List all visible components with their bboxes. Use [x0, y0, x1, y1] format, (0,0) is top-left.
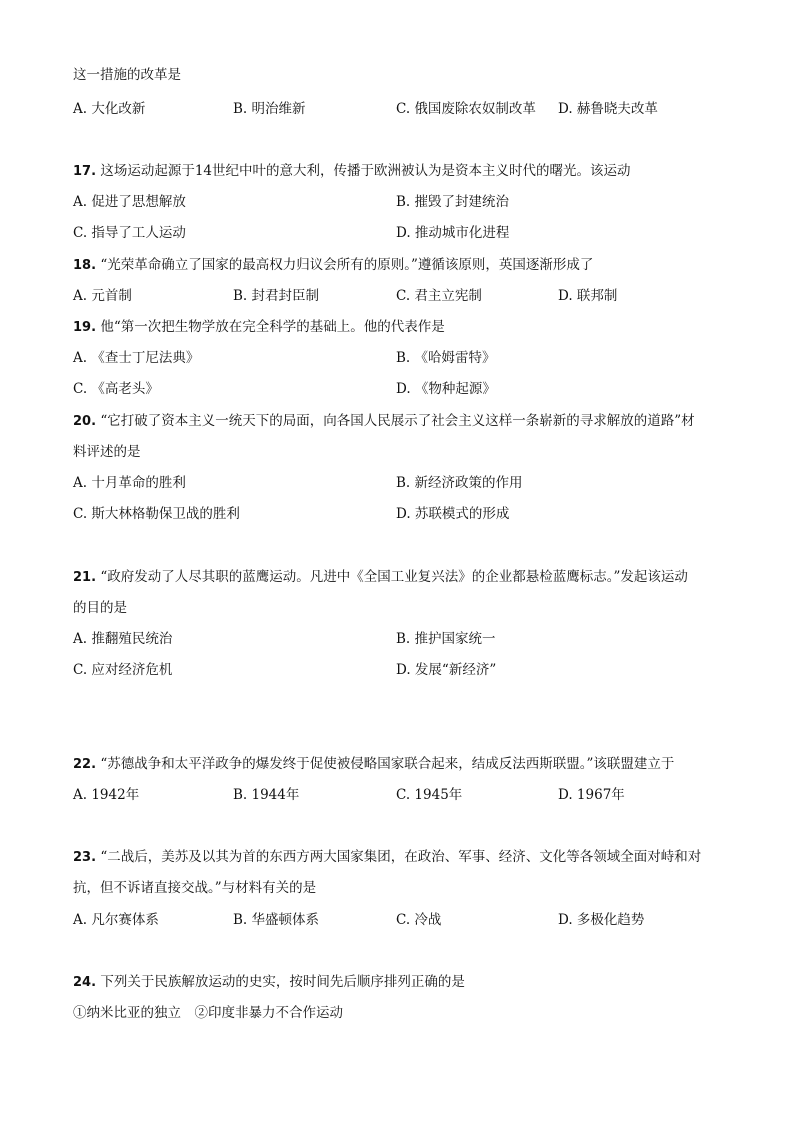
q22-option-c: C. 1945年 [396, 787, 463, 803]
question-18 [73, 256, 593, 275]
q20-option-c: C. 斯大林格勒保卫战的胜利 [73, 506, 240, 522]
question-stem: 下列关于民族解放运动的史实，按时间先后顺序排列正确的是 [100, 974, 465, 990]
question-24 [73, 973, 465, 992]
question-number: 24. [73, 975, 97, 990]
question-22 [73, 755, 674, 774]
question-stem: “苏德战争和太平洋政争的爆发终于促使被侵略国家联合起来，结成反法西斯联盟。”该联盟建立于 [100, 756, 675, 772]
q17-option-c: C. 指导了工人运动 [73, 225, 186, 241]
question-24-items: ①纳米比亚的独立 ②印度非暴力不合作运动 [73, 1005, 343, 1021]
q23-option-a: A. 凡尔赛体系 [73, 912, 159, 928]
question-stem: “二战后，美苏及以其为首的东西方两大国家集团，在政治、军事、经济、文化等各领域全面对峙和对 [100, 849, 702, 865]
q18-option-d: D. 联邦制 [558, 288, 618, 304]
question-20-stem-continued: 料评述的是 [73, 444, 141, 460]
question-16-stem-tail: 这一措施的改革是 [73, 67, 181, 83]
question-17 [73, 162, 631, 181]
q18-option-c: C. 君主立宪制 [396, 288, 482, 304]
q19-option-b: B. 《哈姆雷特》 [396, 350, 496, 366]
q22-option-b: B. 1944年 [233, 787, 300, 803]
q19-option-c: C. 《高老头》 [73, 381, 159, 397]
q21-option-d: D. 发展“新经济” [396, 662, 497, 678]
q17-option-b: B. 摧毁了封建统治 [396, 194, 510, 210]
question-23 [73, 848, 701, 867]
question-21-stem-continued: 的目的是 [73, 600, 127, 616]
q21-option-c: C. 应对经济危机 [73, 662, 173, 678]
q23-option-c: C. 冷战 [396, 912, 442, 928]
q16-option-c: C. 俄国废除农奴制改革 [396, 101, 536, 117]
q17-option-a: A. 促进了思想解放 [73, 194, 186, 210]
q23-option-b: B. 华盛顿体系 [233, 912, 320, 928]
q23-option-d: D. 多极化趋势 [558, 912, 645, 928]
question-number: 21. [73, 570, 97, 585]
q19-option-d: D. 《物种起源》 [396, 381, 496, 397]
question-number: 20. [73, 414, 97, 429]
q16-option-a: A. 大化改新 [73, 101, 146, 117]
question-21 [73, 568, 688, 587]
question-20 [73, 412, 695, 431]
q17-option-d: D. 推动城市化进程 [396, 225, 510, 241]
q21-option-a: A. 推翻殖民统治 [73, 631, 173, 647]
question-23-stem-continued: 抗，但不诉诸直接交战。”与材料有关的是 [73, 880, 317, 896]
q20-option-d: D. 苏联模式的形成 [396, 506, 510, 522]
q20-option-b: B. 新经济政策的作用 [396, 475, 523, 491]
q22-option-d: D. 1967年 [558, 787, 625, 803]
question-number: 19. [73, 320, 97, 335]
question-number: 23. [73, 850, 97, 865]
q19-option-a: A. 《查士丁尼法典》 [73, 350, 200, 366]
question-number: 17. [73, 164, 97, 179]
question-stem: 他“第一次把生物学放在完全科学的基础上。他的代表作是 [100, 319, 445, 335]
question-stem: “它打破了资本主义一统天下的局面，向各国人民展示了社会主义这样一条崭新的寻求解放的道路”材 [100, 413, 695, 429]
q22-option-a: A. 1942年 [73, 787, 140, 803]
q18-option-a: A. 元首制 [73, 288, 132, 304]
question-stem: 这场运动起源于14世纪中叶的意大利，传播于欧洲被认为是资本主义时代的曙光。该运动 [100, 163, 631, 179]
question-number: 18. [73, 258, 97, 273]
question-number: 22. [73, 757, 97, 772]
q21-option-b: B. 推护国家统一 [396, 631, 496, 647]
question-stem: “光荣革命确立了国家的最高权力归议会所有的原则。”遵循该原则，英国逐渐形成了 [100, 257, 594, 273]
q16-option-d: D. 赫鲁晓夫改革 [558, 101, 658, 117]
q20-option-a: A. 十月革命的胜利 [73, 475, 186, 491]
question-19 [73, 318, 445, 337]
question-stem: “政府发动了人尽其职的蓝鹰运动。凡进中《全国工业复兴法》的企业都悬检蓝鹰标志。”发起该运动 [100, 569, 688, 585]
q16-option-b: B. 明治维新 [233, 101, 306, 117]
q18-option-b: B. 封君封臣制 [233, 288, 320, 304]
